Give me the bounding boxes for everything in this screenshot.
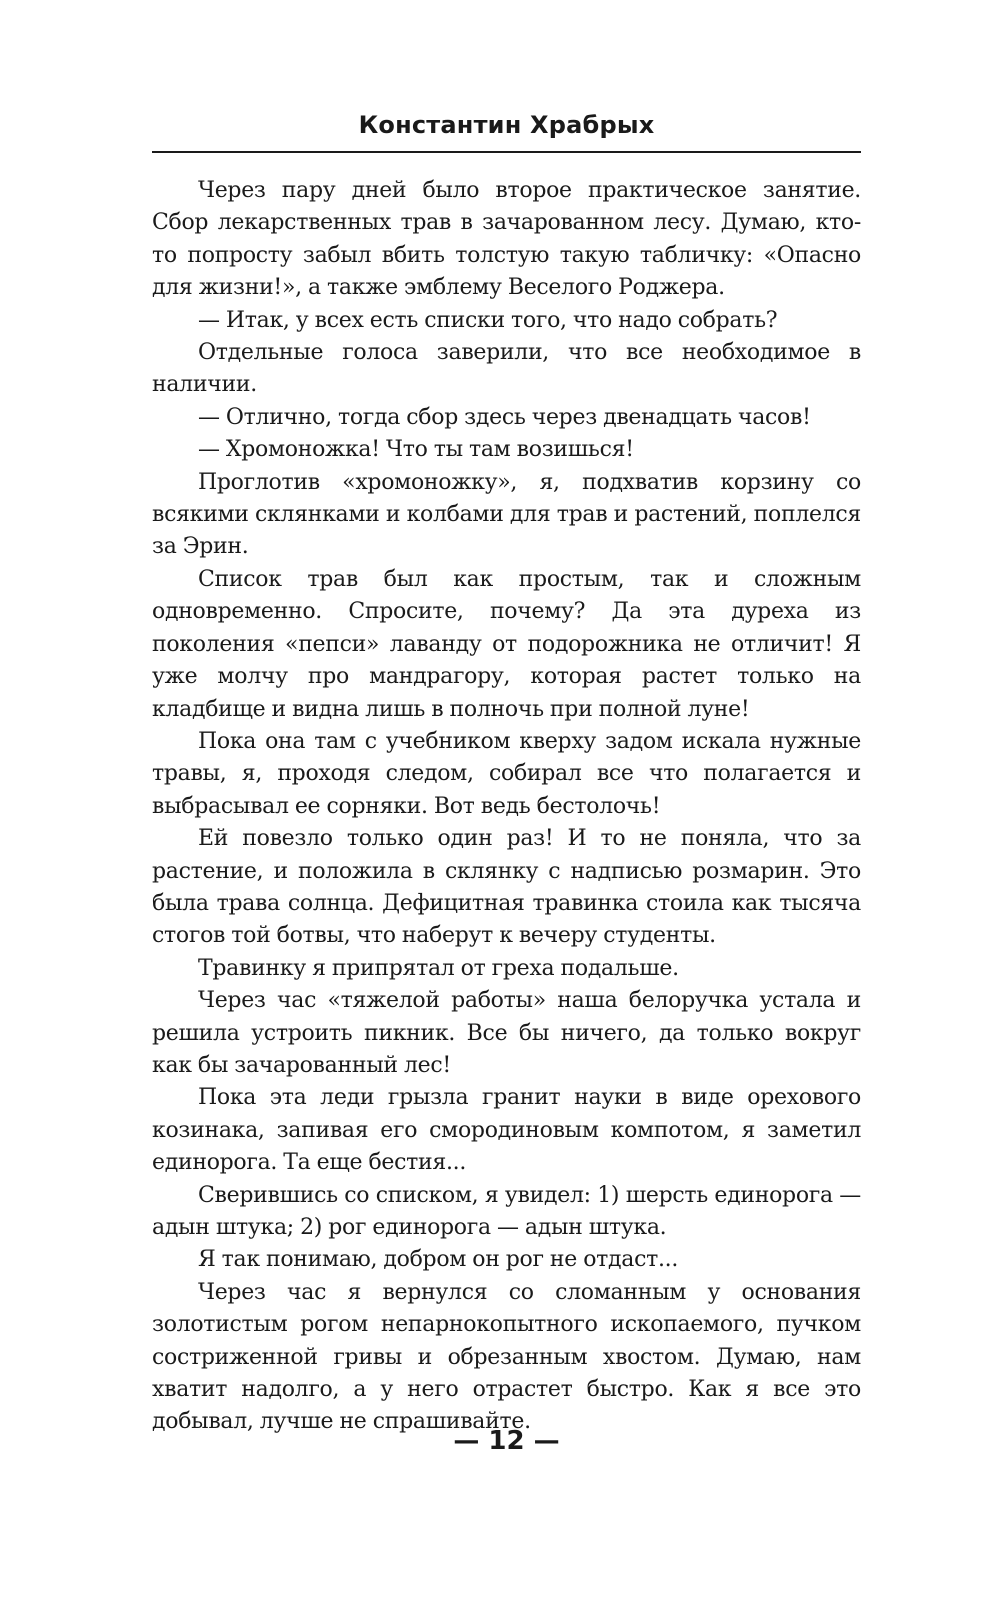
page-number: — 12 — [453, 1426, 560, 1456]
paragraph: — Итак, у всех есть списки того, что надо собрать? [198, 307, 778, 333]
header-rule [152, 151, 861, 153]
paragraph: Проглотив «хромоножку», я, подхватив корзину со всякими склянками и колбами для трав и растений, поплелся за Эрин. [152, 469, 861, 560]
paragraph: Через пару дней было второе практическое занятие. Сбор лекарственных трав в зачарованном лесу. Думаю, кто-то попросту забыл вбить толстую такую табличку: «Опасно для жизни!», а также эмблему Веселого Роджера. [152, 178, 861, 301]
paragraph: Ей повезло только один раз! И то не поняла, что за растение, и положила в склянку с надписью розмарин. Это была трава солнца. Дефицитная травинка стоила как тысяча стогов той ботвы, что наберут к вечеру студенты. [152, 826, 861, 949]
paragraph: Через час я вернулся со сломанным у основания золотистым рогом непарнокопытного ископаемого, пучком состриженной гривы и обрезанным хвостом. Думаю, нам хватит надолго, а у него отрастет быстро. Как я все это добывал, лучше не спрашивайте. [152, 1279, 861, 1435]
paragraph: Сверившись со списком, я увидел: 1) шерсть единорога — адын штука; 2) рог единорога — адын штука. [152, 1182, 861, 1240]
paragraph: Травинку я припрятал от греха подальше. [198, 955, 679, 981]
paragraph: Я так понимаю, добром он рог не отдаст... [198, 1247, 679, 1273]
paragraph: Отдельные голоса заверили, что все необходимое в наличии. [152, 340, 861, 398]
paragraph: — Отлично, тогда сбор здесь через двенадцать часов! [198, 404, 811, 430]
paragraph: — Хромоножка! Что ты там возишься! [198, 437, 634, 463]
running-header: Константин Храбрых [358, 111, 655, 139]
paragraph: Список трав был как простым, так и сложным одновременно. Спросите, почему? Да эта дуреха из поколения «пепси» лаванду от подорожника не отличит! Я уже молчу про мандрагору, которая растет только на кладбище и видна лишь в полночь при полной луне! [152, 566, 861, 722]
paragraph: Через час «тяжелой работы» наша белоручка устала и решила устроить пикник. Все бы ничего, да только вокруг как бы зачарованный лес! [152, 988, 861, 1078]
paragraph: Пока эта леди грызла гранит науки в виде орехового козинака, запивая его смородиновым компотом, я заметил единорога. Та еще бестия... [152, 1085, 861, 1176]
paragraph: Пока она там с учебником кверху задом искала нужные травы, я, проходя следом, собирал все что полагается и выбрасывал ее сорняки. Вот ведь бестолочь! [152, 728, 861, 819]
body-text [152, 175, 861, 1439]
